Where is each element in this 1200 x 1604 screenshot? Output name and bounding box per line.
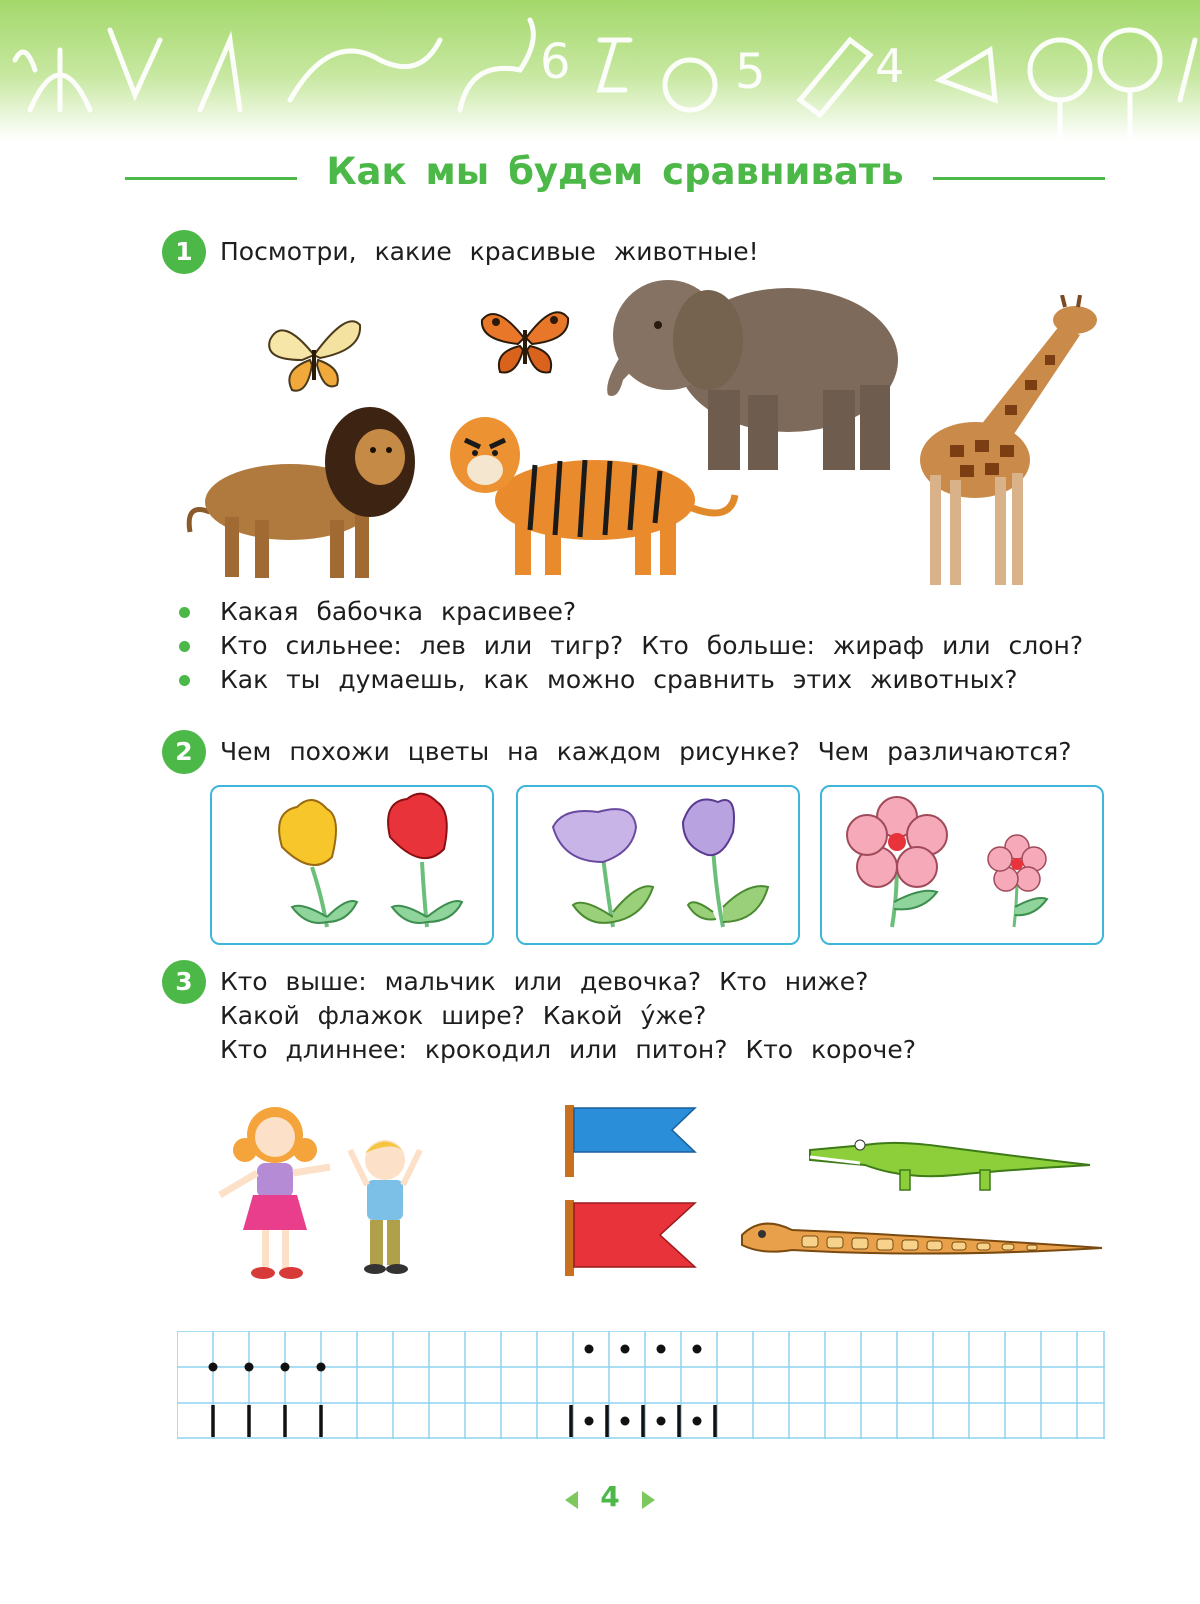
bullet-dot-2 xyxy=(179,641,190,652)
bullet-dot-3 xyxy=(179,675,190,686)
task-1-number: 1 xyxy=(162,230,206,274)
next-page-icon[interactable] xyxy=(642,1491,655,1509)
page-number: 4 xyxy=(600,1480,620,1513)
page-title: Как мы будем сравнивать xyxy=(326,150,904,193)
task-2-text: Чем похожи цветы на каждом рисунке? Чем различаются? xyxy=(220,737,1072,766)
task-1-question-2: Кто сильнее: лев или тигр? Кто больше: жираф или слон? xyxy=(220,631,1084,660)
tulip-pair-icon xyxy=(212,787,492,943)
two-flags-image xyxy=(560,1100,705,1280)
elephant-image xyxy=(598,270,908,475)
task-3-line-2: Какой флажок шире? Какой у́же? xyxy=(220,1001,707,1030)
flower-box-daisies xyxy=(820,785,1104,945)
task-3-number: 3 xyxy=(162,960,206,1004)
page-title-row xyxy=(125,150,1105,206)
pink-flower-pair-icon xyxy=(822,787,1102,943)
bullet-dot-1 xyxy=(179,607,190,618)
task-1-question-1: Какая бабочка красивее? xyxy=(220,597,577,626)
title-rule-left xyxy=(125,177,297,180)
doodle-pattern-icon xyxy=(0,0,1200,140)
python-snake-image xyxy=(732,1210,1107,1270)
flower-box-tulips xyxy=(210,785,494,945)
previous-page-icon[interactable] xyxy=(565,1491,578,1509)
butterfly-yellow-icon xyxy=(262,310,367,400)
task-1-question-3: Как ты думаешь, как можно сравнить этих животных? xyxy=(220,665,1018,694)
task-3-line-3: Кто длиннее: крокодил или питон? Кто короче? xyxy=(220,1035,916,1064)
giraffe-image xyxy=(910,295,1105,590)
bellflower-pair-icon xyxy=(518,787,798,943)
crocodile-image xyxy=(805,1125,1095,1195)
lion-image xyxy=(180,402,430,587)
svg-text:5: 5 xyxy=(735,44,766,100)
flower-box-bellflowers xyxy=(516,785,800,945)
task-1-text: Посмотри, какие красивые животные! xyxy=(220,237,759,266)
task-3-line-1: Кто выше: мальчик или девочка? Кто ниже? xyxy=(220,967,869,996)
page-navigation xyxy=(555,1480,665,1520)
butterfly-orange-icon xyxy=(476,300,574,380)
svg-text:6: 6 xyxy=(540,34,571,90)
girl-and-boy-image xyxy=(215,1095,430,1285)
copybook-grid xyxy=(177,1331,1105,1439)
header-banner xyxy=(0,0,1200,140)
title-rule-right xyxy=(933,177,1105,180)
task-2-number: 2 xyxy=(162,730,206,774)
svg-text:4: 4 xyxy=(875,39,905,93)
